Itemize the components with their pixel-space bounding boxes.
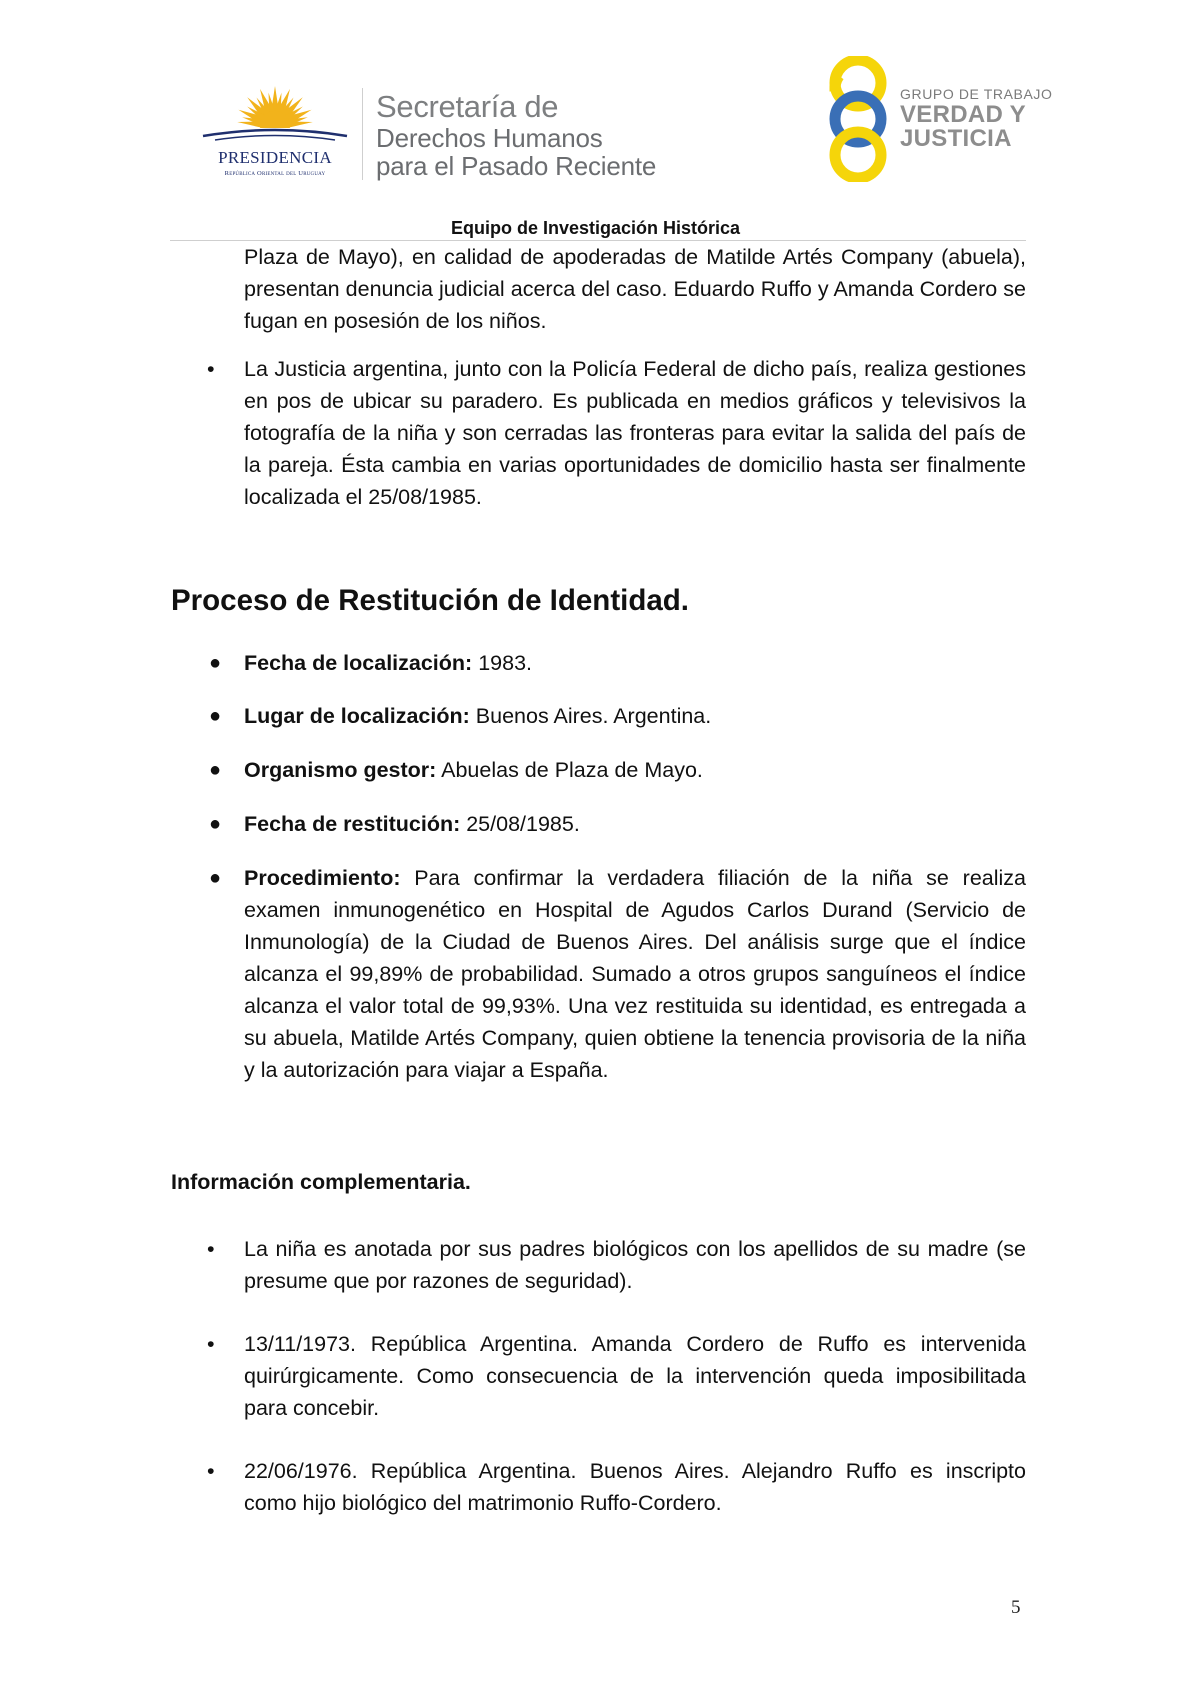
secretaria-line-2: Derechos Humanos <box>376 123 603 153</box>
secretaria-line-1: Secretaría de <box>376 89 559 124</box>
bullet-marker: • <box>207 357 215 381</box>
item-label: Procedimiento: <box>244 866 401 890</box>
dot-marker: ● <box>209 813 222 835</box>
grupo-line-3: JUSTICIA <box>900 125 1012 152</box>
presidencia-name: PRESIDENCIA <box>218 148 332 167</box>
item-value: Para confirmar la verdadera filiación de la niña se realiza examen inmunogenético en Hospital de Agudos Carlos Durand (Servicio de Inmunología) de la Ciudad de Buenos Aires. Del análisis surge que el índice alcanza el 99,89% de probabilidad. Sumado a otros grupos sanguíneos el índice alcanza el valor total de 99,93%. Una vez restituida su identidad, es entregada a su abuela, Matilde Artés Company, quien obtiene la tenencia provisoria de la niña y la autorización para viajar a España. <box>244 866 1026 1082</box>
dot-marker: ● <box>209 867 222 889</box>
item-value: Buenos Aires. Argentina. <box>469 704 712 728</box>
presidencia-logo <box>196 82 354 182</box>
list-item <box>244 808 1026 840</box>
list-item: La niña es anotada por sus padres biológicos con los apellidos de su madre (se presume que por razones de seguridad). <box>244 1237 1026 1293</box>
page-number: 5 <box>1011 1597 1021 1618</box>
secretaria-line-3: para el Pasado Reciente <box>376 151 657 181</box>
header-separator <box>362 88 363 180</box>
justicia-paragraph: La Justicia argentina, junto con la Policía Federal de dicho país, realiza gestiones en pos de ubicar su paradero. Es publicada en medios gráficos y televisivos la fotografía de la niña y son cerradas las fronteras para evitar la salida del país de la pareja. Ésta cambia en varias oportunidades de domicilio hasta ser finalmente localizada el 25/08/1985. <box>244 357 1026 509</box>
grupo-line-1: GRUPO DE TRABAJO <box>900 86 1053 102</box>
item-label: Lugar de localización: <box>244 704 470 728</box>
item-label: Fecha de restitución: <box>244 812 461 836</box>
linked-rings-icon <box>818 56 898 182</box>
section-title: Proceso de Restitución de Identidad. <box>171 584 689 617</box>
dot-marker: ● <box>209 705 222 727</box>
dot-marker: ● <box>209 759 222 781</box>
item-label: Fecha de localización: <box>244 651 473 675</box>
list-item: 22/06/1976. República Argentina. Buenos Aires. Alejandro Ruffo es inscripto como hijo biológico del matrimonio Ruffo-Cordero. <box>244 1459 1026 1515</box>
bullet-marker: • <box>207 1237 215 1261</box>
grupo-line-2: VERDAD Y <box>900 101 1026 128</box>
list-item <box>244 862 1026 1086</box>
item-value: 1983. <box>472 651 532 675</box>
item-value: Abuelas de Plaza de Mayo. <box>436 758 703 782</box>
intro-paragraph: Plaza de Mayo), en calidad de apoderadas de Matilde Artés Company (abuela), presentan denuncia judicial acerca del caso. Eduardo Ruffo y Amanda Cordero se fugan en posesión de los niños. <box>244 245 1026 333</box>
secretaria-wordmark <box>376 90 656 180</box>
list-item <box>244 647 1026 679</box>
page-header <box>0 0 1191 260</box>
bullet-marker: • <box>207 1332 215 1356</box>
list-item <box>244 754 1026 786</box>
presidencia-subtitle: República Oriental del Uruguay <box>224 170 326 177</box>
list-item: 13/11/1973. República Argentina. Amanda Cordero de Ruffo es intervenida quirúrgicamente. Como consecuencia de la intervención queda imposibilitada para concebir. <box>244 1332 1026 1420</box>
item-label: Organismo gestor: <box>244 758 437 782</box>
sun-of-may-icon <box>196 82 354 152</box>
subsection-title: Información complementaria. <box>171 1170 471 1194</box>
grupo-wordmark <box>900 86 1052 151</box>
item-value: 25/08/1985. <box>460 812 580 836</box>
dot-marker: ● <box>209 652 222 674</box>
team-name: Equipo de Investigación Histórica <box>450 218 741 238</box>
bullet-marker: • <box>207 1459 215 1483</box>
list-item <box>244 700 1026 732</box>
